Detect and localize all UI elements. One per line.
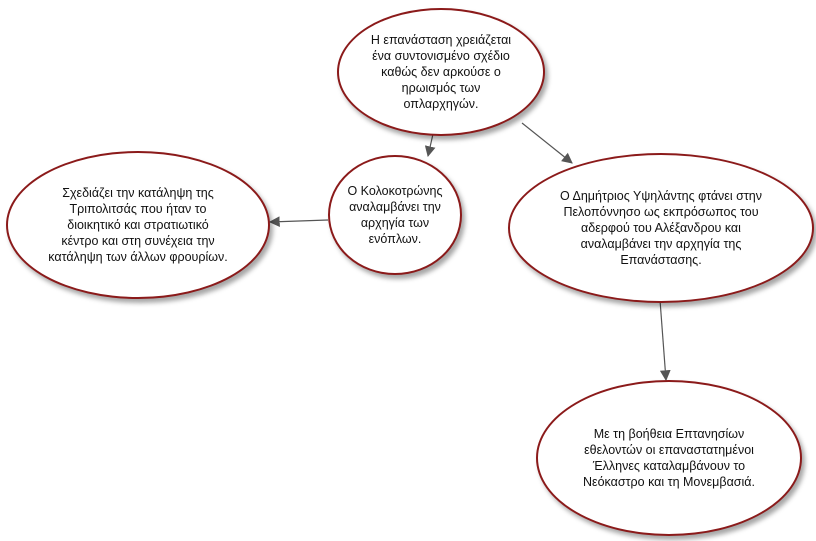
node-ypsilantis-text: Ο Δημήτριος Υψηλάντης φτάνει στην Πελοπόννησο ως εκπρόσωπος του αδερφού του Αλέξανδρου και αναλαμβάνει την αρχηγία της Επανάστασης. xyxy=(560,189,762,267)
node-neokastro-text: Με τη βοήθεια Επτανησίων εθελοντών οι επαναστατημένοι Έλληνες καταλαμβάνουν το Νεόκαστρο και τη Μονεμβασιά. xyxy=(583,427,755,489)
node-revolution-plan xyxy=(337,8,545,136)
arrow-top-to-kolokotronis xyxy=(428,134,433,156)
node-tripolitsa-plan xyxy=(6,151,270,299)
node-neokastro xyxy=(536,380,802,536)
node-tripolitsa-plan-text: Σχεδιάζει την κατάληψη της Τριπολιτσάς που ήταν το διοικητικό και στρατιωτικό κέντρο και στη συνέχεια την κατάληψη των άλλων φρουρίων. xyxy=(48,186,228,264)
node-ypsilantis xyxy=(508,153,814,303)
node-revolution-plan-text: Η επανάσταση χρειάζεται ένα συντονισμένο σχέδιο καθώς δεν αρκούσε ο ηρωισμός των οπλαρχηγών. xyxy=(370,33,512,111)
arrow-ypsilantis-to-neokastro xyxy=(660,300,666,380)
arrow-kolokotronis-to-tripolitsa xyxy=(270,220,328,222)
node-kolokotronis-text: Ο Κολοκοτρώνης αναλαμβάνει την αρχηγία των ενόπλων. xyxy=(347,184,443,246)
node-kolokotronis xyxy=(328,155,462,275)
arrow-top-to-ypsilantis xyxy=(522,123,572,163)
